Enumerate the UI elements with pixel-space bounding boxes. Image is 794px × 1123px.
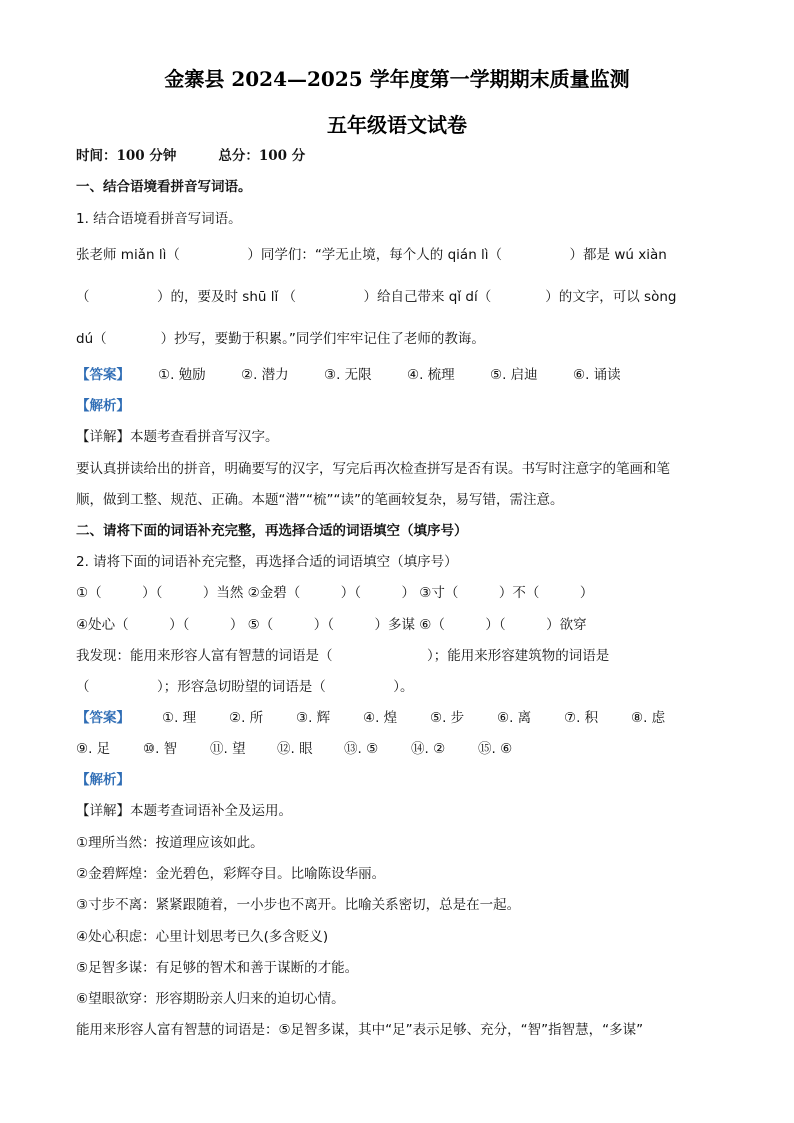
- analysis-label: 【解析】: [76, 772, 130, 788]
- exam-score: 总分：100 分: [218, 148, 306, 164]
- exam-title: 金寨县 2024—2025 学年度第一学期期末质量监测: [164, 67, 630, 91]
- detail-intro: 【详解】本题考查词语补全及运用。: [76, 803, 292, 819]
- question2-blanks-line4: （ ）；形容急切盼望的词语是（ ）。: [76, 679, 414, 695]
- detail-paragraph-line1: 要认真拼读给出的拼音，明确要写的汉字，写完后再次检查拼写是否有误。书写时注意字的笔画和笔: [76, 461, 670, 477]
- question1-passage-line1: 张老师 miǎn lì（ ）同学们：“学无止境，每个人的 qián lì（ ）都是 wú xiàn: [76, 247, 667, 263]
- answer-item: ⑫. 眼: [277, 741, 313, 757]
- answer-label: 【答案】: [76, 710, 130, 726]
- analysis-label: 【解析】: [76, 398, 130, 414]
- explanation-line: ②金碧辉煌：金光碧色，彩辉夺目。比喻陈设华丽。: [76, 866, 386, 882]
- exam-time: 时间：100 分钟: [76, 148, 177, 164]
- explanation-line: ③寸步不离：紧紧跟随着，一小步也不离开。比喻关系密切，总是在一起。: [76, 897, 521, 913]
- question2-answer-row1: [76, 709, 720, 727]
- question1-prompt: 1. 结合语境看拼音写词语。: [76, 211, 242, 227]
- question2-prompt: 2. 请将下面的词语补充完整，再选择合适的词语填空（填序号）: [76, 554, 458, 570]
- question2-blanks-line2: ④处心（ ）（ ） ⑤（ ）（ ）多谋 ⑥（ ）（ ）欲穿: [76, 617, 587, 633]
- detail-intro: 【详解】本题考查看拼音写汉字。: [76, 429, 279, 445]
- answer-item: ⑤. 启迪: [490, 367, 538, 383]
- answer-item: ①. 勉励: [158, 367, 206, 383]
- question2-blanks-line3: 我发现：能用来形容人富有智慧的词语是（ ）；能用来形容建筑物的词语是: [76, 648, 610, 664]
- explanation-line: 能用来形容人富有智慧的词语是：⑤足智多谋，其中“足”表示足够、充分，“智”指智慧，“多谋”: [76, 1022, 644, 1038]
- answer-item: ⑩. 智: [143, 741, 178, 757]
- exam-meta: [76, 147, 720, 165]
- answer-item: ①. 理: [162, 710, 197, 726]
- answer-item: ⑬. ⑤: [344, 741, 379, 757]
- answer-item: ⑥. 诵读: [573, 367, 621, 383]
- question1-passage-line2: （ ）的，要及时 shū lǐ （ ）给自己带来 qǐ dí（ ）的文字，可以 sòng: [76, 289, 677, 305]
- explanation-line: ⑤足智多谋：有足够的智术和善于谋断的才能。: [76, 960, 359, 976]
- answer-item: ③. 辉: [296, 710, 331, 726]
- question1-answer-row: [76, 366, 720, 384]
- answer-item: ⑧. 虑: [631, 710, 666, 726]
- answer-item: ②. 所: [229, 710, 264, 726]
- answer-item: ⑨. 足: [76, 741, 111, 757]
- answer-item: ④. 梳理: [407, 367, 455, 383]
- question1-passage-line3: dú（ ）抄写，要勤于积累。”同学们牢牢记住了老师的教诲。: [76, 331, 485, 347]
- section2-heading: 二、请将下面的词语补充完整，再选择合适的词语填空（填序号）: [76, 523, 468, 539]
- answer-label: 【答案】: [76, 367, 130, 383]
- answer-item: ⑭. ②: [411, 741, 446, 757]
- answer-item: ⑤. 步: [430, 710, 465, 726]
- answer-item: ⑮. ⑥: [478, 741, 513, 757]
- question2-answer-row2: [76, 740, 720, 758]
- detail-paragraph-line2: 顺，做到工整、规范、正确。本题“潜”“梳”“读”的笔画较复杂，易写错，需注意。: [76, 492, 564, 508]
- answer-item: ⑪. 望: [210, 741, 246, 757]
- question2-blanks-line1: ①（ ）（ ）当然 ②金碧（ ）（ ） ③寸（ ）不（ ）: [76, 585, 594, 601]
- explanation-line: ④处心积虑：心里计划思考已久(多含贬义): [76, 929, 329, 945]
- explanation-line: ①理所当然：按道理应该如此。: [76, 835, 264, 851]
- section1-heading: 一、结合语境看拼音写词语。: [76, 179, 252, 195]
- answer-item: ②. 潜力: [241, 367, 289, 383]
- answer-item: ③. 无限: [324, 367, 372, 383]
- explanation-line: ⑥望眼欲穿：形容期盼亲人归来的迫切心情。: [76, 991, 345, 1007]
- answer-item: ④. 煌: [363, 710, 398, 726]
- exam-subtitle: 五年级语文试卷: [327, 113, 467, 137]
- answer-item: ⑥. 离: [497, 710, 532, 726]
- answer-item: ⑦. 积: [564, 710, 599, 726]
